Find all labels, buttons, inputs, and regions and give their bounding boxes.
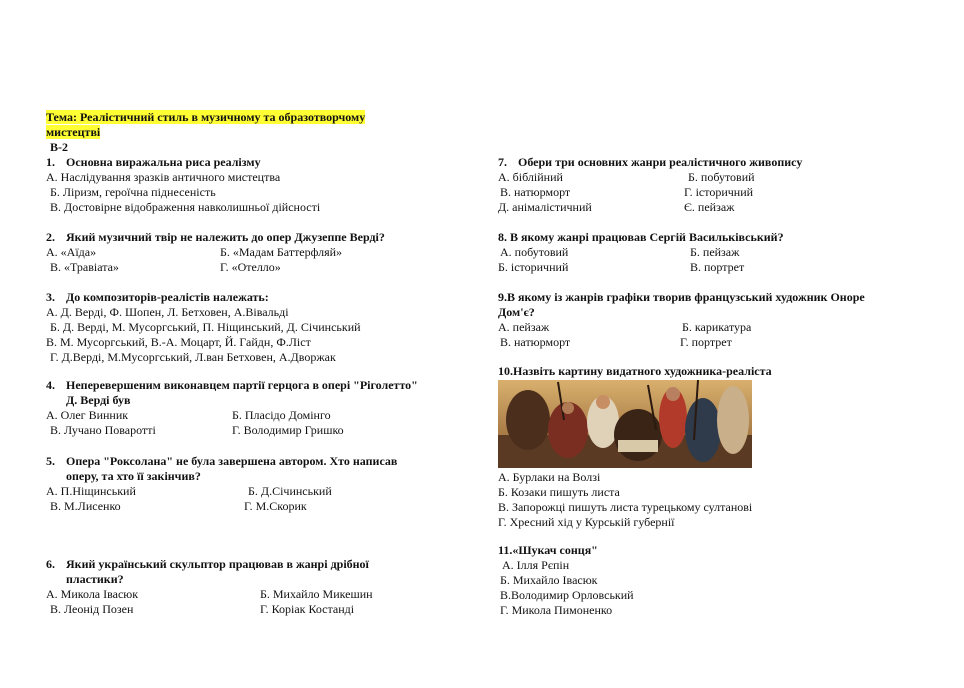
- question-2-title: 2. Який музичний твір не належить до опер Джузеппе Верді?: [46, 230, 385, 244]
- question-8-option-a: А. побутовий: [500, 245, 569, 259]
- question-4-title-cont: Д. Верді був: [66, 393, 131, 407]
- question-10-option-d: Г. Хресний хід у Курській губернії: [498, 515, 675, 529]
- question-11: [498, 543, 928, 618]
- question-2: [46, 230, 466, 275]
- question-9-title: 9.В якому із жанрів графіки творив французський художник Оноре: [498, 290, 865, 304]
- question-5-option-a: А. П.Ніщинський: [46, 484, 136, 498]
- question-3-option-d: Г. Д.Верді, М.Мусоргський, Л.ван Бетховен, А.Дворжак: [50, 350, 336, 364]
- question-7-option-a: А. біблійний: [498, 170, 563, 184]
- question-10-option-b: Б. Козаки пишуть листа: [498, 485, 620, 499]
- question-8-option-c: Б. історичний: [498, 260, 569, 274]
- question-9-option-d: Г. портрет: [680, 335, 732, 349]
- question-4-option-c: В. Лучано Поваротті: [50, 423, 156, 437]
- question-11-option-c: В.Володимир Орловський: [500, 588, 634, 602]
- topic-line-2: мистецтві: [46, 125, 101, 139]
- question-6-option-d: Г. Коріак Костанді: [260, 602, 355, 616]
- question-6-title: 6. Який український скульптор працював в жанрі дрібної: [46, 557, 369, 571]
- question-5-title-cont: оперу, та хто її закінчив?: [66, 469, 201, 483]
- topic-heading: [46, 110, 406, 140]
- question-7-option-c: В. натюрморт: [500, 185, 571, 199]
- question-7-title: 7. Обери три основних жанри реалістичного живопису: [498, 155, 803, 169]
- question-8-title: 8. В якому жанрі працював Сергій Васильківський?: [498, 230, 784, 244]
- question-4-title: 4. Неперевершеним виконавцем партії герцога в опері "Ріголетто": [46, 378, 418, 392]
- question-11-option-d: Г. Микола Пимоненко: [500, 603, 613, 617]
- question-2-option-b: Б. «Мадам Баттерфляй»: [220, 245, 343, 259]
- painting-image: [498, 380, 752, 468]
- question-1: [46, 155, 466, 215]
- question-3-option-c: В. М. Мусоргський, В.-А. Моцарт, Й. Гайдн, Ф.Ліст: [46, 335, 311, 349]
- question-7-option-f: Є. пейзаж: [684, 200, 735, 214]
- question-8-option-b: Б. пейзаж: [690, 245, 740, 259]
- question-10-option-c: В. Запорожці пишуть листа турецькому султанові: [498, 500, 753, 514]
- question-9-option-c: В. натюрморт: [500, 335, 571, 349]
- question-9-option-b: Б. карикатура: [682, 320, 752, 334]
- question-3-option-a: А. Д. Верді, Ф. Шопен, Л. Бетховен, А.Вівальді: [46, 305, 289, 319]
- question-4-option-a: А. Олег Винник: [46, 408, 129, 422]
- question-7-option-d: Г. історичний: [684, 185, 754, 199]
- variant-label: В-2: [50, 140, 68, 154]
- question-9: [498, 290, 928, 350]
- question-10: [498, 364, 928, 379]
- question-5-title: 5. Опера "Роксолана" не була завершена автором. Хто написав: [46, 454, 398, 468]
- question-3-title: 3. До композиторів-реалістів належать:: [46, 290, 269, 304]
- question-7: [498, 155, 918, 215]
- question-4-option-d: Г. Володимир Гришко: [232, 423, 344, 437]
- question-3: [46, 290, 466, 365]
- question-5-option-c: В. М.Лисенко: [50, 499, 121, 513]
- question-7-option-b: Б. побутовий: [688, 170, 755, 184]
- question-6-option-b: Б. Михайло Микешин: [260, 587, 373, 601]
- question-1-title: 1. Основна виражальна риса реалізму: [46, 155, 261, 169]
- question-9-title-cont: Дом'є?: [498, 305, 535, 319]
- question-9-option-a: А. пейзаж: [498, 320, 550, 334]
- question-4: [46, 378, 476, 438]
- question-11-title: 11.«Шукач сонця": [498, 543, 598, 557]
- question-5-option-b: Б. Д.Січинський: [248, 484, 332, 498]
- question-6: [46, 557, 476, 617]
- question-10-title: 10.Назвіть картину видатного художника-реаліста: [498, 364, 772, 378]
- question-5: [46, 454, 476, 514]
- question-2-option-a: А. «Аїда»: [46, 245, 97, 259]
- question-10-options: [498, 470, 928, 530]
- question-7-option-e: Д. анімалістичний: [498, 200, 592, 214]
- question-6-option-c: В. Леонід Позен: [50, 602, 134, 616]
- question-2-option-d: Г. «Отелло»: [220, 260, 281, 274]
- question-6-title-cont: пластики?: [66, 572, 124, 586]
- question-3-option-b: Б. Д. Верді, М. Мусоргський, П. Ніщинський, Д. Січинський: [50, 320, 361, 334]
- question-10-option-a: А. Бурлаки на Волзі: [498, 470, 601, 484]
- question-11-option-b: Б. Михайло Івасюк: [500, 573, 598, 587]
- question-8-option-d: В. портрет: [690, 260, 745, 274]
- question-1-option-c: В. Достовірне відображення навколишньої дійсності: [50, 200, 321, 214]
- question-8: [498, 230, 918, 275]
- topic-line-1: Тема: Реалістичний стиль в музичному та образотворчому: [46, 110, 366, 124]
- question-5-option-d: Г. М.Скорик: [244, 499, 307, 513]
- question-4-option-b: Б. Пласідо Домінго: [232, 408, 331, 422]
- question-1-option-b: Б. Ліризм, героїчна піднесеність: [50, 185, 216, 199]
- question-11-option-a: А. Ілля Рєпін: [502, 558, 570, 572]
- question-2-option-c: В. «Травіата»: [50, 260, 119, 274]
- question-1-option-a: А. Наслідування зразків античного мистецтва: [46, 170, 281, 184]
- question-6-option-a: А. Микола Івасюк: [46, 587, 139, 601]
